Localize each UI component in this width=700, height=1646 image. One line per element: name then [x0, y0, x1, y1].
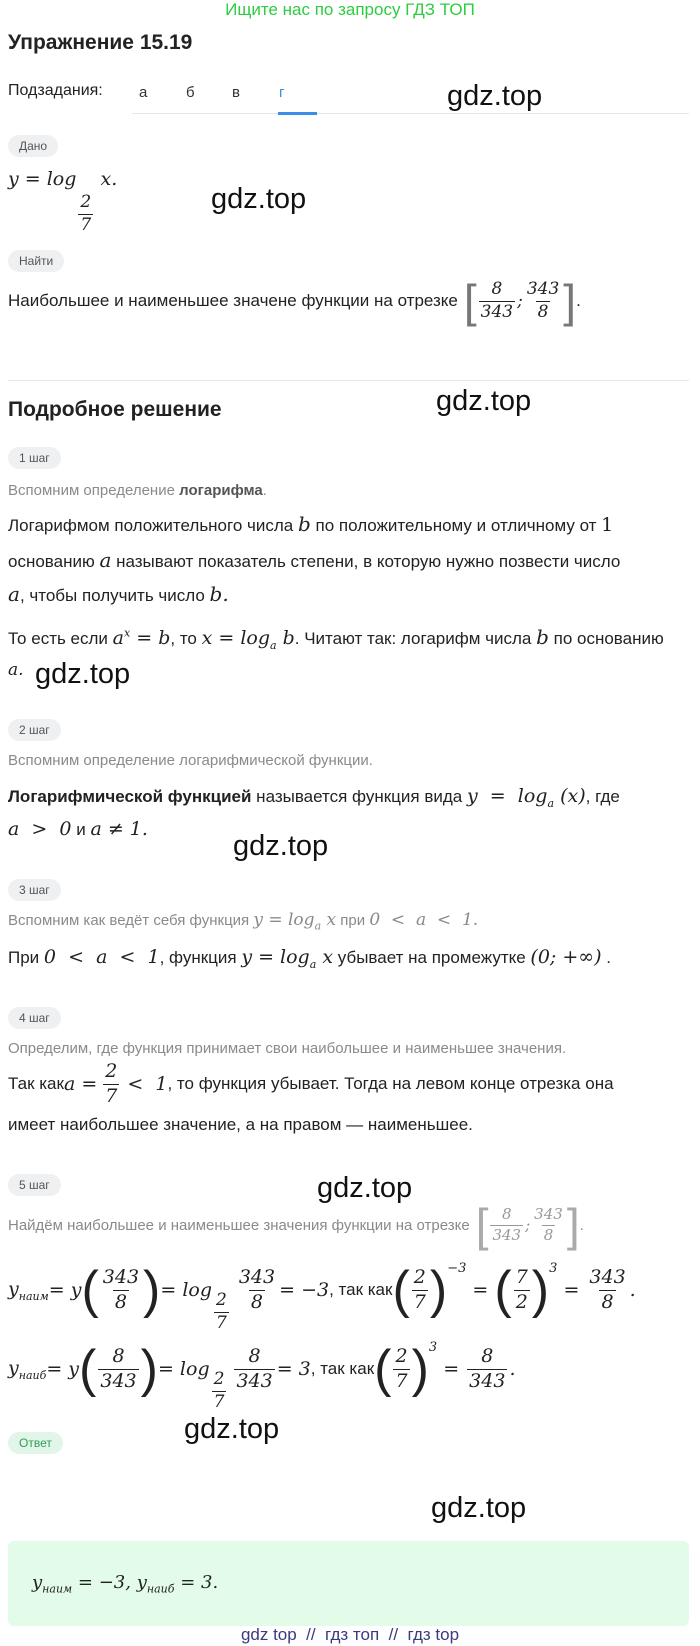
step4-line2: имеет наибольшее значение, а на правом — наименьшее.: [8, 1115, 473, 1134]
step1-pill: 1 шаг: [8, 447, 61, 469]
step3-line: При 0 < a < 1, функция $y = \log_a x$ убывает на промежутке (0; +∞) .: [8, 946, 611, 971]
top-banner: Ищите нас по запросу ГДЗ ТОП: [225, 0, 475, 19]
tab-b[interactable]: б: [186, 84, 195, 101]
step2-line2: a > 0 и a ≠ 1.: [8, 818, 148, 840]
step4-pill: 4 шаг: [8, 1007, 61, 1029]
page-title: Упражнение 15.19: [8, 31, 193, 54]
answer-pill: Ответ: [8, 1432, 63, 1454]
given-formula: y = log $\frac{2}{7}$ x.: [8, 168, 118, 235]
step5-max-line: $y_{наиб}$ = y ( $\frac{8}{343}$ ) = log $\frac{2}{7}$ $\frac{8}{343}$ = 3 , так как ( $\frac{2}{7}$ ) $^3$ = $\frac{8}{343}$ .: [8, 1340, 516, 1412]
step5-intro: Найдём наибольшее и наименьшее значения функции на отрезке [ $\frac{8}{343}$ ; $\frac{343}{8}$ ] .: [8, 1199, 584, 1251]
step1-line3: a, чтобы получить число b.: [8, 582, 229, 606]
step4-intro: Определим, где функция принимает свои наибольшее и наименьшее значения.: [8, 1040, 567, 1057]
watermark: gdz.top: [317, 1172, 413, 1204]
step2-intro: Вспомним определение логарифмической функции.: [8, 752, 373, 769]
step1-line1: Логарифмом положительного числа b по положительному и отличному от 1: [8, 512, 614, 536]
step1-line2: основанию a называют показатель степени, в которую нужно позвести число: [8, 548, 621, 572]
tab-v[interactable]: в: [232, 84, 240, 101]
given-pill: Дано: [8, 135, 58, 157]
step2-pill: 2 шаг: [8, 719, 61, 741]
watermark: gdz.top: [211, 183, 307, 215]
tab-a[interactable]: а: [139, 84, 148, 101]
step4-line1: Так как a = $\frac{2}{7}$ < 1 , то функция убывает. Тогда на левом конце отрезка она: [8, 1060, 614, 1107]
watermark: gdz.top: [233, 830, 329, 862]
watermark: gdz.top: [436, 385, 532, 417]
answer-formula: $y_{наим} = -3$, $y_{наиб} = 3$.: [32, 1572, 219, 1596]
section-separator: [8, 380, 689, 381]
step1-intro: Вспомним определение логарифма.: [8, 482, 267, 499]
footer: gdz top // гдз топ // гдз top: [240, 1625, 460, 1644]
tabs-divider: [132, 113, 689, 114]
step2-line1: Логарифмической функцией называется функция вида $y = \log_a (x)$, где: [8, 785, 620, 810]
step1-line4: То есть если $a^x = b$, то $x = \log_a b$. Читают так: логарифм числа b по основанию: [8, 625, 664, 652]
watermark: gdz.top: [184, 1413, 280, 1445]
step1-line5: a.: [8, 660, 24, 680]
find-text: Наибольшее и наименьшее значене функции на отрезке [ $\frac{8}{343}$ ; $\frac{343}{8}$ ] .: [8, 275, 581, 327]
subtasks-label: Подзадания:: [8, 82, 103, 99]
step5-min-line: $y_{наим}$ = y ( $\frac{343}{8}$ ) = log $\frac{2}{7}$ $\frac{343}{8}$ = −3 , так как ( $\frac{2}{7}$ ) $^{-3}$ = ( $\frac{7}{2}$ ) $^3$ = $\frac{343}{8}$ .: [8, 1261, 636, 1333]
solution-title: Подробное решение: [8, 398, 222, 421]
watermark: gdz.top: [447, 80, 543, 112]
active-tab-underline: [278, 112, 317, 115]
step5-pill: 5 шаг: [8, 1174, 61, 1196]
tab-g[interactable]: г: [279, 84, 285, 101]
step3-pill: 3 шаг: [8, 879, 61, 901]
watermark: gdz.top: [431, 1492, 527, 1524]
step3-intro: Вспомним как ведёт себя функция $y = \log_a x$ при 0 < a < 1.: [8, 910, 479, 933]
watermark: gdz.top: [35, 658, 131, 690]
find-pill: Найти: [8, 250, 64, 272]
